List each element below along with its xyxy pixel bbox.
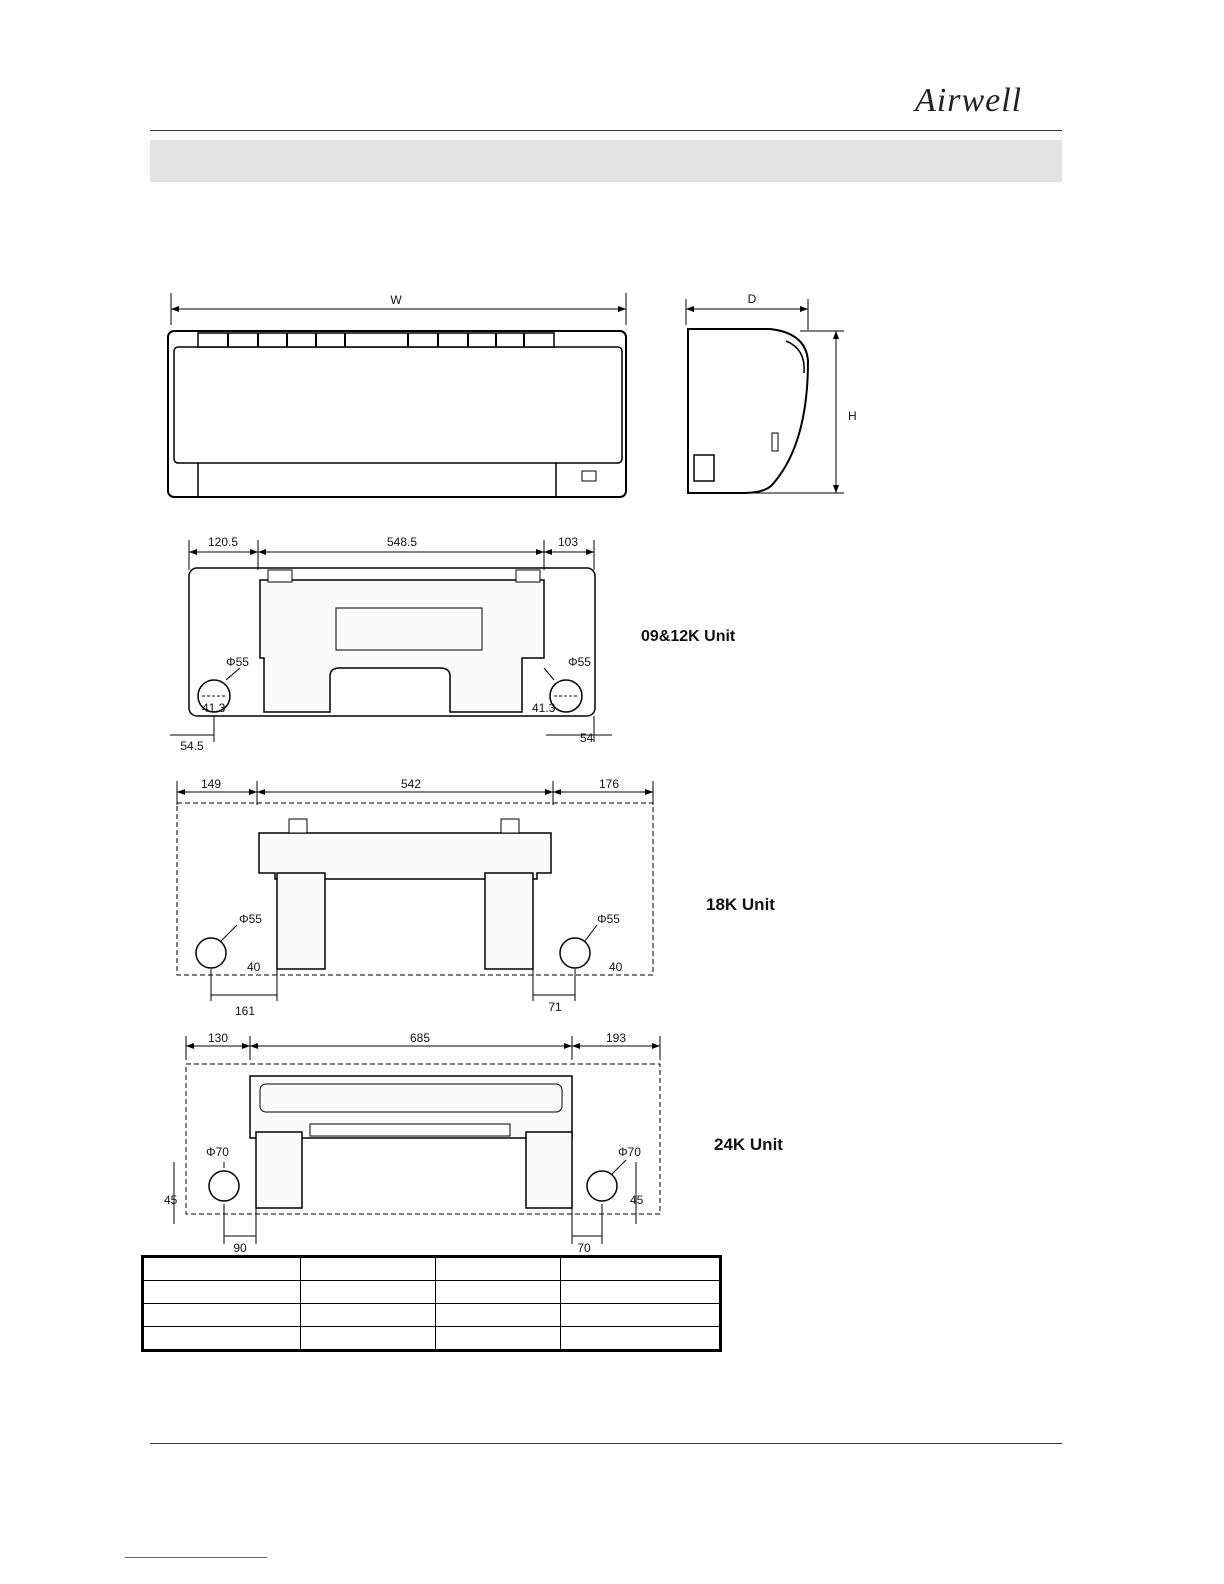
table-cell bbox=[436, 1281, 561, 1304]
offset-left-h: 161 bbox=[234, 1004, 256, 1018]
section-title-band bbox=[150, 140, 1062, 182]
table-cell bbox=[301, 1257, 436, 1281]
mounting-plate-24k bbox=[160, 1028, 670, 1258]
footer-link-underline bbox=[125, 1557, 267, 1558]
dim-left: 120.5 bbox=[207, 535, 239, 549]
offset-right-v: 40 bbox=[609, 960, 623, 974]
table-row bbox=[143, 1304, 721, 1327]
offset-left-v: 45 bbox=[164, 1193, 178, 1207]
height-label: H bbox=[848, 409, 857, 423]
table-cell bbox=[301, 1304, 436, 1327]
dim-right: 103 bbox=[557, 535, 579, 549]
unit-label-09-12k: 09&12K Unit bbox=[641, 628, 736, 645]
table-cell bbox=[436, 1327, 561, 1351]
table-row bbox=[143, 1327, 721, 1351]
dim-right: 193 bbox=[605, 1031, 627, 1045]
offset-left-h: 90 bbox=[233, 1241, 247, 1255]
hole-left-label: Φ55 bbox=[239, 912, 262, 926]
unit-label-18k: 18K Unit bbox=[706, 895, 775, 914]
header-rule bbox=[150, 130, 1062, 131]
dim-right: 176 bbox=[598, 777, 620, 791]
hole-right-label: Φ55 bbox=[597, 912, 620, 926]
offset-right-h: 71 bbox=[548, 1000, 562, 1014]
hole-left-label: Φ70 bbox=[206, 1145, 229, 1159]
front-view-drawing bbox=[150, 285, 640, 505]
table-cell bbox=[436, 1304, 561, 1327]
dim-left: 130 bbox=[207, 1031, 229, 1045]
offset-right-h: 54 bbox=[580, 731, 594, 745]
offset-left-v: 41.3 bbox=[202, 701, 226, 715]
side-view-drawing bbox=[680, 285, 870, 505]
table-row bbox=[143, 1257, 721, 1281]
dim-left: 149 bbox=[200, 777, 222, 791]
table-cell bbox=[436, 1257, 561, 1281]
table-cell bbox=[301, 1327, 436, 1351]
table-row bbox=[143, 1281, 721, 1304]
dim-center: 542 bbox=[400, 777, 422, 791]
table-cell bbox=[561, 1281, 721, 1304]
offset-right-h: 70 bbox=[577, 1241, 591, 1255]
offset-right-v: 41.3 bbox=[532, 701, 556, 715]
width-label: W bbox=[390, 293, 402, 307]
table-cell bbox=[561, 1257, 721, 1281]
offset-right-v: 45 bbox=[630, 1193, 644, 1207]
offset-left-v: 40 bbox=[247, 960, 261, 974]
spec-table bbox=[141, 1255, 722, 1352]
table-cell bbox=[143, 1257, 301, 1281]
hole-right-label: Φ55 bbox=[568, 655, 591, 669]
table-cell bbox=[561, 1304, 721, 1327]
unit-label-24k: 24K Unit bbox=[714, 1135, 783, 1154]
hole-left-label: Φ55 bbox=[226, 655, 249, 669]
dim-center: 685 bbox=[409, 1031, 431, 1045]
dim-center: 548.5 bbox=[386, 535, 418, 549]
brand-logo: Airwell bbox=[915, 82, 1023, 119]
footer-rule bbox=[150, 1443, 1062, 1444]
table-cell bbox=[143, 1327, 301, 1351]
offset-left-h: 54.5 bbox=[180, 739, 204, 753]
table-cell bbox=[301, 1281, 436, 1304]
mounting-plate-09-12k bbox=[160, 530, 630, 755]
hole-right-label: Φ70 bbox=[618, 1145, 641, 1159]
mounting-plate-18k bbox=[165, 775, 665, 1020]
table-cell bbox=[143, 1304, 301, 1327]
table-cell bbox=[143, 1281, 301, 1304]
depth-label: D bbox=[747, 292, 757, 306]
table-cell bbox=[561, 1327, 721, 1351]
